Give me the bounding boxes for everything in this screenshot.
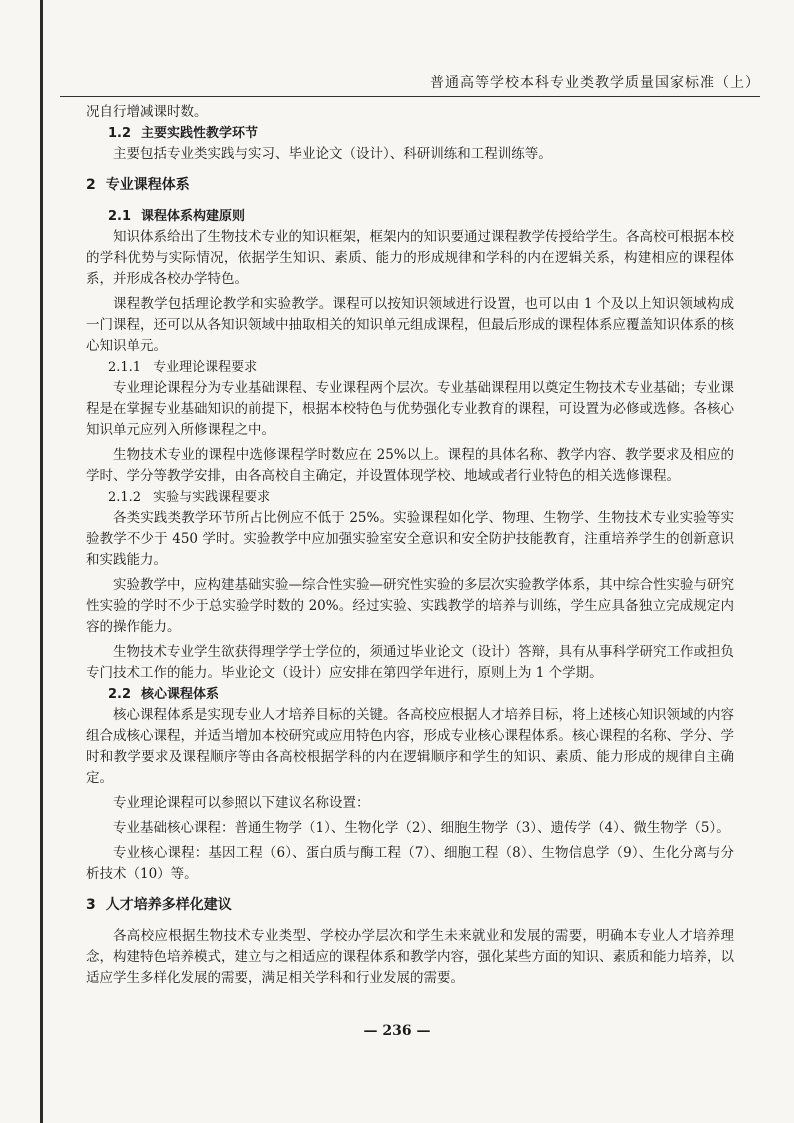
paragraph: 专业基础核心课程：普通生物学（1）、生物化学（2）、细胞生物学（3）、遗传学（4）、微生物学（5）。 xyxy=(113,820,730,836)
paragraph: 各高校应根据生物技术专业类型、学校办学层次和学生未来就业和发展的需要，明确本专业人才培养理念，构建特色培养模式，建立与之相适应的课程体系和教学内容，强化某些方面的知识、素质和能力培养，以适应学生多样化发展的需要，满足相关学科和行业发展的需要。 xyxy=(86,928,734,986)
running-header: 普通高等学校本科专业类教学质量国家标准（上） xyxy=(430,75,760,91)
paragraph: 各类实践类教学环节所占比例应不低于 25%。实验课程如化学、物理、生物学、生物技术专业实验等实验教学不少于 450 学时。实验教学中应加强实验室安全意识和安全防护技能教育，注重培养学生的创新意识和实践能力。 xyxy=(86,510,734,568)
paragraph: 生物技术专业的课程中选修课程学时数应在 25%以上。课程的具体名称、教学内容、教学要求及相应的学时、学分等教学安排，由各高校自主确定，并设置体现学校、地域或者行业特色的相关选修课程。 xyxy=(86,447,734,484)
paragraph: 专业核心课程：基因工程（6）、蛋白质与酶工程（7）、细胞工程（8）、生物信息学（9）、生化分离与分析技术（10）等。 xyxy=(86,845,734,882)
binding-edge xyxy=(40,0,43,1123)
paragraph: 专业理论课程可以参照以下建议名称设置： xyxy=(113,795,370,811)
paragraph: 核心课程体系是实现专业人才培养目标的关键。各高校应根据人才培养目标，将上述核心知识领域的内容组合成核心课程，并适当增加本校研究或应用特色内容，形成专业核心课程体系。核心课程的名称、学分、学时和教学要求及课程顺序等由各高校根据学科的内在逻辑顺序和学生的知识、素质、能力形成的规律自主确定。 xyxy=(86,707,734,786)
header-rule xyxy=(60,96,760,97)
paragraph: 专业理论课程分为专业基础课程、专业课程两个层次。专业基础课程用以奠定生物技术专业基础；专业课程是在掌握专业基础知识的前提下，根据本校特色与优势强化专业教育的课程，可设置为必修或选修。各核心知识单元应列入所修课程之中。 xyxy=(86,380,734,438)
paragraph: 主要包括专业类实践与实习、毕业论文（设计）、科研训练和工程训练等。 xyxy=(113,146,552,162)
section-heading-1-2: 1.2 主要实践性教学环节 xyxy=(108,126,259,141)
paragraph: 况自行增减课时数。 xyxy=(86,104,208,120)
section-heading-2-1-2: 2.1.2 实验与实践课程要求 xyxy=(108,490,271,505)
paragraph: 实验教学中，应构建基础实验—综合性实验—研究性实验的多层次实验教学体系，其中综合性实验与研究性实验的学时不少于总实验学时数的 20%。经过实验、实践教学的培养与训练，学生应具备独立完成规定内容的操作能力。 xyxy=(86,577,734,635)
section-heading-2-1: 2.1 课程体系构建原则 xyxy=(108,209,246,224)
section-heading-2-1-1: 2.1.1 专业理论课程要求 xyxy=(108,360,258,375)
page-body xyxy=(86,102,734,989)
section-heading-2-2: 2.2 核心课程体系 xyxy=(108,687,220,702)
section-heading-2: 2 专业课程体系 xyxy=(86,177,190,193)
paragraph: 生物技术专业学生欲获得理学学士学位的，须通过毕业论文（设计）答辩，具有从事科学研究工作或担负专门技术工作的能力。毕业论文（设计）应安排在第四学年进行，原则上为 1 个学期。 xyxy=(86,644,734,681)
paragraph: 知识体系给出了生物技术专业的知识框架，框架内的知识要通过课程教学传授给学生。各高校可根据本校的学科优势与实际情况，依据学生知识、素质、能力的形成规律和学科的内在逻辑关系，构建相应的课程体系，并形成各校办学特色。 xyxy=(86,229,734,287)
paragraph: 课程教学包括理论教学和实验教学。课程可以按知识领域进行设置，也可以由 1 个及以上知识领域构成一门课程，还可以从各知识领域中抽取相关的知识单元组成课程，但最后形成的课程体系应覆盖知识体系的核心知识单元。 xyxy=(86,296,734,354)
section-heading-3: 3 人才培养多样化建议 xyxy=(86,897,232,913)
page-number: — 236 — xyxy=(363,1023,431,1039)
